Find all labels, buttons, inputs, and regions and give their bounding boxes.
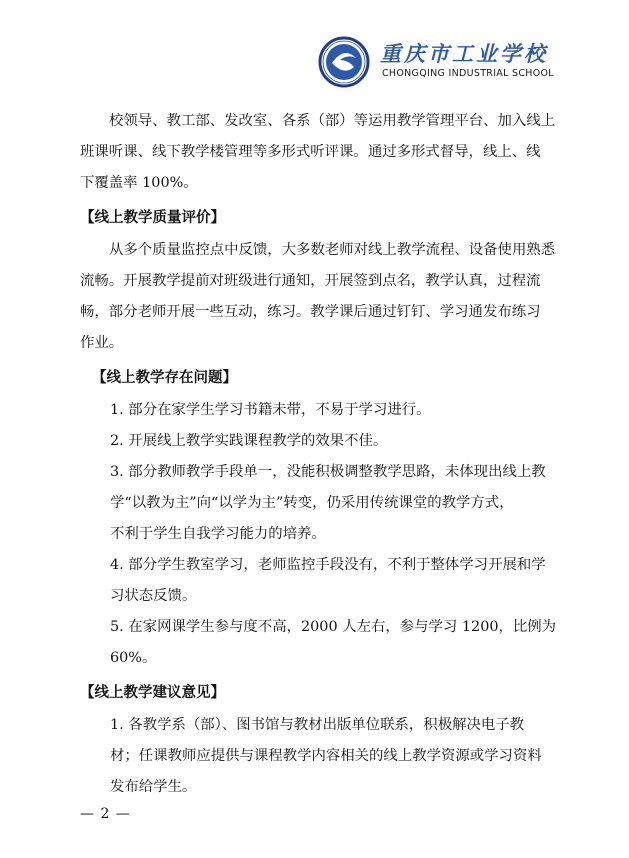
paragraph-line: 校领导、教工部、发改室、各系（部）等运用教学管理平台、加入线上 xyxy=(109,113,556,129)
list-item-continuation: 学“以教为主”向“以学为主”转变，仍采用传统课堂的教学方式， xyxy=(110,495,514,511)
paragraph-line: 班课听课、线下教学楼管理等多形式听评课。通过多形式督导，线上、线 xyxy=(80,144,541,160)
list-item-continuation: 60%。 xyxy=(110,650,157,666)
paragraph-line: 从多个质量监控点中反馈，大多数老师对线上教学流程、设备使用熟悉 xyxy=(109,242,556,258)
paragraph-line: 作业。 xyxy=(80,335,124,351)
page-number: — 2 — xyxy=(80,806,131,822)
section-heading-suggestions: 【线上教学建议意见】 xyxy=(80,685,225,701)
school-header xyxy=(318,32,558,88)
section-heading-problems: 【线上教学存在问题】 xyxy=(92,370,237,386)
document-body xyxy=(80,106,560,803)
list-item-continuation: 不利于学生自我学习能力的培养。 xyxy=(110,526,326,542)
list-item: 4. 部分学生教室学习，老师监控手段没有，不利于整体学习开展和学 xyxy=(110,557,546,573)
paragraph-line: 流畅。开展教学提前对班级进行通知，开展签到点名，教学认真，过程流 xyxy=(80,273,541,289)
paragraph-line: 畅，部分老师开展一些互动，练习。教学课后通过钉钉、学习通发布练习 xyxy=(80,304,541,320)
list-item: 2. 开展线上教学实践课程教学的效果不佳。 xyxy=(110,433,388,449)
school-logo-icon xyxy=(318,36,370,88)
paragraph-line: 下覆盖率 100%。 xyxy=(80,175,198,191)
list-item: 1. 各教学系（部）、图书馆与教材出版单位联系，积极解决电子教 xyxy=(110,717,525,733)
list-item-continuation: 习状态反馈。 xyxy=(110,588,197,604)
list-item: 1. 部分在家学生学习书籍未带，不易于学习进行。 xyxy=(110,402,431,418)
school-name-en: CHONGQING INDUSTRIAL SCHOOL xyxy=(382,68,554,79)
list-item-continuation: 材；任课教师应提供与课程教学内容相关的线上教学资源或学习资料 xyxy=(110,748,542,764)
section-heading-quality: 【线上教学质量评价】 xyxy=(80,210,225,226)
list-item: 5. 在家网课学生参与度不高，2000 人左右，参与学习 1200，比例为 xyxy=(110,619,557,635)
list-item: 3. 部分教师教学手段单一，没能积极调整教学思路，未体现出线上教 xyxy=(110,464,546,480)
school-name-cn: 重庆市工业学校 xyxy=(380,41,548,66)
list-item-continuation: 发布给学生。 xyxy=(110,779,197,795)
